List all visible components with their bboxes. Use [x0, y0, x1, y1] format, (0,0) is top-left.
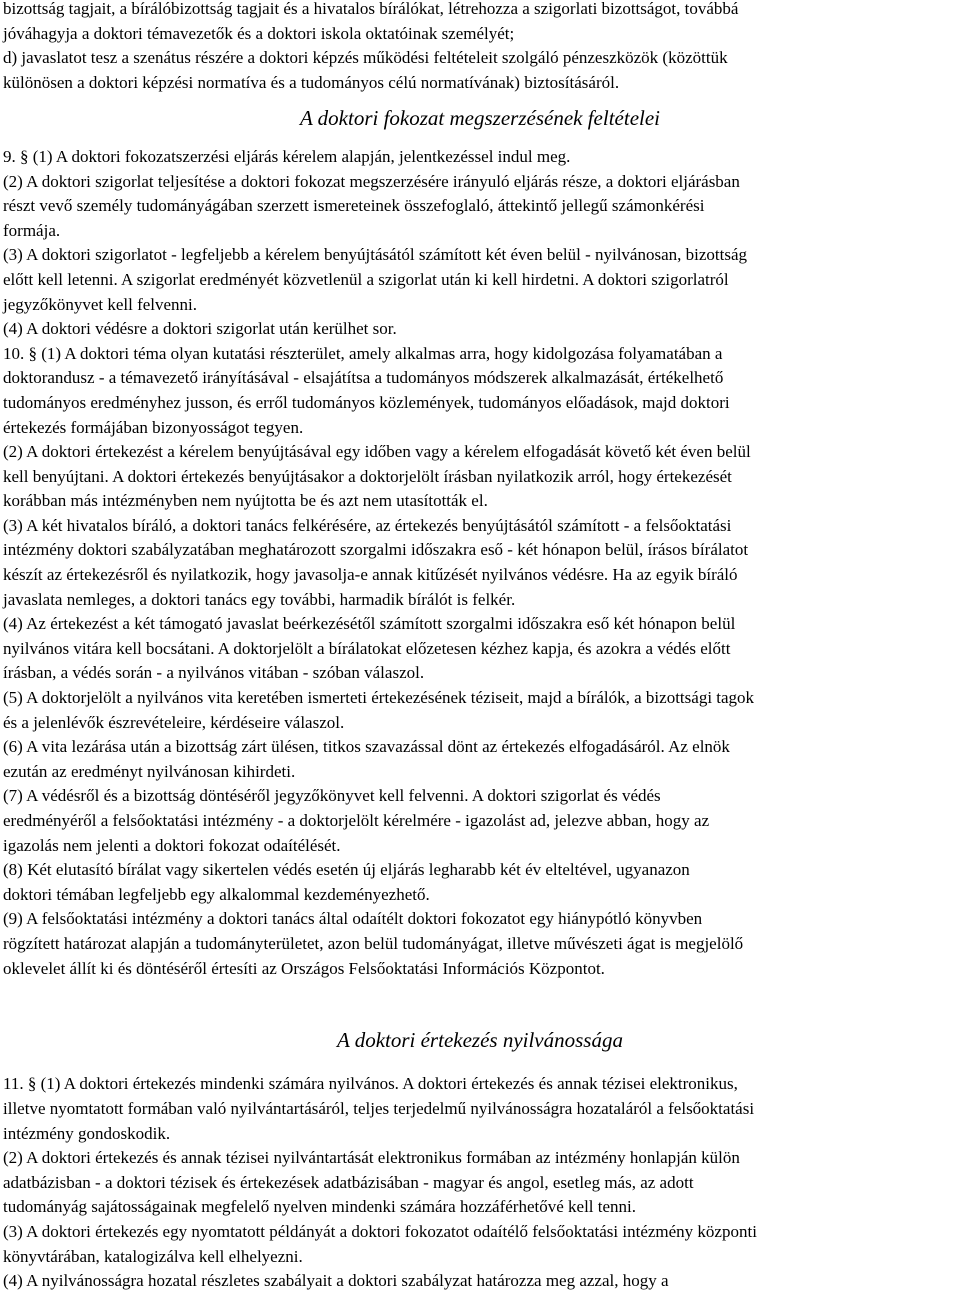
text-line: írásban, a védés során - a nyilvános vitában - szóban válaszol. — [3, 663, 425, 683]
text-line: (2) A doktori szigorlat teljesítése a doktori fokozat megszerzésére irányuló eljárás része, a doktori eljárásban — [3, 171, 740, 191]
text-line: 11. § (1) A doktori értekezés mindenki számára nyilvános. A doktori értekezés és annak tézisei elektronikus, — [3, 1074, 738, 1094]
section-heading-conditions: A doktori fokozat megszerzésének feltételei — [299, 106, 660, 131]
text-line: (3) A két hivatalos bíráló, a doktori tanács felkérésére, az értekezés benyújtásától számított - a felsőoktatási — [3, 515, 732, 535]
text-line: doktori témában legfeljebb egy alkalommal kezdeményezhető. — [3, 884, 430, 904]
text-line: (3) A doktori értekezés egy nyomtatott példányát a doktori fokozatot odaítélő felsőoktatási intézmény központi — [3, 1221, 757, 1241]
text-line: előtt kell letenni. A szigorlat eredményét közvetlenül a szigorlat után ki kell hirdetni. A doktori szigorlatról — [3, 269, 729, 289]
text-line: oklevelet állít ki és döntéséről értesíti az Országos Felsőoktatási Információs Központot. — [3, 958, 605, 978]
text-line: tudományos eredményhez jusson, és erről tudományos közlemények, tudományos előadások, majd doktori — [3, 392, 730, 412]
text-line: (4) A nyilvánosságra hozatal részletes szabályait a doktori szabályzat határozza meg azzal, hogy a — [3, 1271, 669, 1291]
text-line: (3) A doktori szigorlatot - legfeljebb a kérelem benyújtásától számított két éven belül - nyilvánosan, bizottság — [3, 245, 748, 265]
text-line: (5) A doktorjelölt a nyilvános vita keretében ismerteti értekezésének tézisеit, majd a bírálók, a bizottsági tagok — [3, 688, 755, 708]
text-line: illetve nyomtatott formában való nyilvántartásáról, teljes terjedelmű nyilvánosságra hozataláról a felsőoktatási — [3, 1098, 755, 1118]
text-line: eredményéről a felsőoktatási intézmény - a doktorjelölt kérelmére - igazolást ad, jelezve abban, hogy az — [3, 811, 710, 830]
text-line: 10. § (1) A doktori téma olyan kutatási részterület, amely alkalmas arra, hogy kidolgozása folyamatában a — [3, 343, 723, 363]
text-line: tudományág sajátosságainak megfelelő nyelven mindenki számára hozzáférhetővé kell tenni. — [3, 1197, 637, 1217]
text-line: jóváhagyja a doktori témavezetők és a doktori iskola oktatóinak személyét; — [3, 23, 515, 43]
text-line: és a jelenlévők észrevételeire, kérdéseire válaszol. — [3, 712, 345, 732]
text-line: (8) Két elutasító bírálat vagy sikertelen védés esetén új eljárás legharabb két év elteltével, ugyanazon — [3, 860, 690, 880]
text-line: (9) A felsőoktatási intézmény a doktori tanács által odaítélt doktori fokozatot egy hiánypótló könyvben — [3, 909, 703, 929]
text-line: adatbázisban - a doktori tézisek és értekezések adatbázisában - magyar és angol, esetleg más, az adott — [3, 1172, 694, 1192]
text-line: 9. § (1) A doktori fokozatszerzési eljárás kérelem alapján, jelentkezéssel indul meg. — [3, 146, 571, 166]
text-line: nyilvános vitára kell bocsátani. A doktorjelölt a bírálatokat előzetesen kézhez kapja, és azokra a védés előtt — [3, 638, 731, 658]
text-line: (7) A védésről és a bizottság döntéséről jegyzőkönyvet kell felvenni. A doktori szigorlat és védés — [3, 786, 661, 806]
text-line: (4) A doktori védésre a doktori szigorlat után kerülhet sor. — [3, 319, 397, 339]
text-line: kell benyújtani. A doktori értekezés benyújtásakor a doktorjelölt írásban nyilatkozik arról, hogy értekezését — [3, 466, 732, 486]
paragraph-block-section-11 — [0, 1072, 960, 1293]
text-line — [0, 981, 960, 1006]
text-line: (6) A vita lezárása után a bizottság zárt ülésen, titkos szavazással dönt az értekezés elfogadásáról. Az elnök — [3, 737, 730, 757]
text-line: intézmény doktori szabályzatában meghatározott szorgalmi időszakra eső - két hónapon belül, írásos bírálatot — [3, 540, 749, 560]
text-line: (2) A doktori értekezés és annak tézisei nyilvántartását elektronikus formában az intézmény honlapján külön — [3, 1148, 740, 1168]
text-line: intézmény gondoskodik. — [3, 1123, 171, 1143]
text-line: igazolás nem jelenti a doktori fokozat odaítélését. — [3, 835, 341, 855]
text-line: ezután az eredményt nyilvánosan kihirdeti. — [3, 761, 296, 781]
text-line: könyvtárában, katalogizálva kell elhelyezni. — [3, 1246, 303, 1266]
text-line: javaslata nemleges, a doktori tanács egy további, harmadik bírálót is felkér. — [3, 589, 516, 609]
text-line: doktorandusz - a témavezető irányításával - elsajátítsa a tudományos módszerek alkalmazását, értékelhető — [3, 368, 724, 388]
text-line: (2) A doktori értekezést a kérelem benyújtásával egy időben vagy a kérelem elfogadását követő két éven belül — [3, 442, 751, 462]
section-heading-publicity: A doktori értekezés nyilvánossága — [337, 1027, 623, 1052]
text-line: különösen a doktori képzési normatíva és a tudományos célú normatívának) biztosításáról. — [3, 72, 620, 92]
text-line: részt vevő személy tudományágában szerzett ismereteinek összefoglaló, áttekintő jellegű számonkérési — [3, 196, 705, 216]
paragraph-block-intro — [0, 0, 960, 95]
paragraph-block-sections-9-10 — [0, 145, 960, 1006]
text-line: készít az értekezésről és nyilatkozik, hogy javasolja-e annak kitűzését nyilvános védésre. Ha az egyik bíráló — [3, 565, 738, 585]
text-line: rögzített határozat alapján a tudományterületet, azon belül tudományágat, illetve művészeti ágat is megjelölő — [3, 933, 744, 953]
text-line: értekezés formájában bizonyosságot tegyen. — [3, 417, 304, 437]
text-line: jegyzőkönyvet kell felvenni. — [3, 294, 198, 314]
text-line: d) javaslatot tesz a szenátus részére a doktori képzés működési feltételeit szolgáló pénzeszközök (közöttük — [3, 48, 728, 68]
text-line: formája. — [3, 220, 61, 240]
text-line: korábban más intézményben nem nyújtotta be és azt nem utasították el. — [3, 491, 488, 511]
text-line: bizottság tagjait, a bírálóbizottság tagjait és a hivatalos bírálókat, létrehozza a szigorlati bizottságot, továbbá — [3, 0, 739, 18]
text-line: (4) Az értekezést a két támogató javaslat beérkezésétől számított szorgalmi időszakra eső két hónapon belül — [3, 614, 736, 634]
